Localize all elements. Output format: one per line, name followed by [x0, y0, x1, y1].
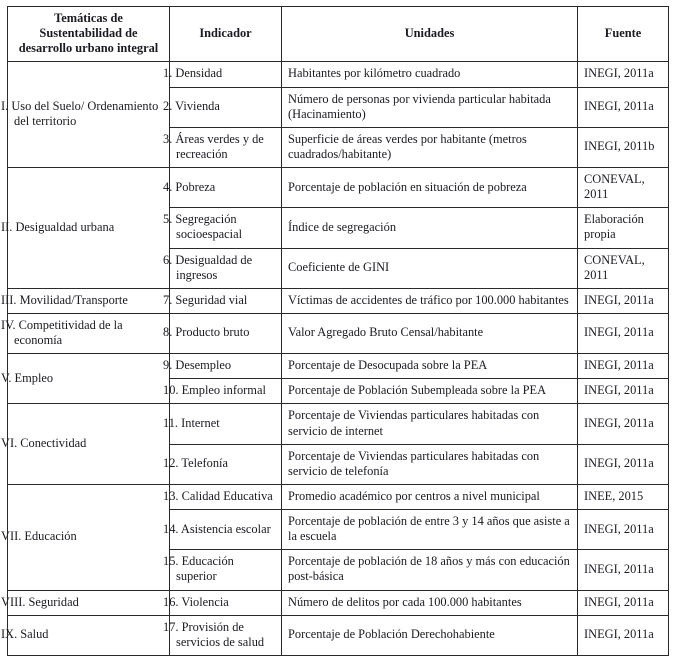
source-cell: INEGI, 2011a [578, 510, 669, 550]
table-row [8, 168, 669, 208]
theme-cell: I. Uso del Suelo/ Ordenamiento del territorio [8, 62, 170, 168]
indicator-cell: 12. Telefonía [170, 444, 282, 484]
unit-cell: Promedio académico por centros a nivel municipal [282, 484, 578, 509]
theme-cell: III. Movilidad/Transporte [8, 288, 170, 313]
table-row [8, 615, 669, 655]
indicator-cell: 7. Seguridad vial [170, 288, 282, 313]
source-cell: INEGI, 2011a [578, 313, 669, 353]
theme-cell: II. Desigualdad urbana [8, 168, 170, 289]
unit-cell: Porcentaje de población en situación de pobreza [282, 168, 578, 208]
column-header-unidades: Unidades [282, 7, 578, 62]
theme-cell: VII. Educación [8, 484, 170, 590]
theme-cell: IX. Salud [8, 615, 170, 655]
source-cell: INEGI, 2011a [578, 354, 669, 379]
indicator-cell: 15. Educación superior [170, 550, 282, 590]
table-row [8, 62, 669, 87]
indicator-cell: 10. Empleo informal [170, 379, 282, 404]
indicators-table [1, 6, 669, 656]
source-cell: INEGI, 2011a [578, 444, 669, 484]
unit-cell: Víctimas de accidentes de tráfico por 100.000 habitantes [282, 288, 578, 313]
indicator-cell: 2. Vivienda [170, 87, 282, 127]
theme-cell: V. Empleo [8, 354, 170, 404]
indicator-cell: 1. Densidad [170, 62, 282, 87]
source-cell: INEGI, 2011a [578, 288, 669, 313]
unit-cell: Porcentaje de Desocupada sobre la PEA [282, 354, 578, 379]
table-row [8, 288, 669, 313]
unit-cell: Índice de segregación [282, 208, 578, 248]
source-cell: INEGI, 2011a [578, 590, 669, 615]
source-cell: INEGI, 2011a [578, 615, 669, 655]
source-cell: CONEVAL, 2011 [578, 168, 669, 208]
unit-cell: Porcentaje de Población Derechohabiente [282, 615, 578, 655]
indicator-cell: 9. Desempleo [170, 354, 282, 379]
table-row [8, 313, 669, 353]
indicator-cell: 14. Asistencia escolar [170, 510, 282, 550]
indicator-cell: 8. Producto bruto [170, 313, 282, 353]
unit-cell: Habitantes por kilómetro cuadrado [282, 62, 578, 87]
source-cell: INEE, 2015 [578, 484, 669, 509]
table-body [1, 62, 669, 656]
indicator-cell: 4. Pobreza [170, 168, 282, 208]
table-header [8, 7, 669, 62]
source-cell: INEGI, 2011a [578, 379, 669, 404]
header-row [8, 7, 669, 62]
unit-cell: Coeficiente de GINI [282, 248, 578, 288]
source-cell: Elaboración propia [578, 208, 669, 248]
unit-cell: Porcentaje de Población Subempleada sobre la PEA [282, 379, 578, 404]
source-cell: INEGI, 2011a [578, 404, 669, 444]
theme-cell: IV. Competitividad de la economía [8, 313, 170, 353]
source-cell: INEGI, 2011a [578, 550, 669, 590]
unit-cell: Número de delitos por cada 100.000 habitantes [282, 590, 578, 615]
unit-cell: Superficie de áreas verdes por habitante (metros cuadrados/habitante) [282, 127, 578, 167]
unit-cell: Porcentaje de Viviendas particulares habitadas con servicio de telefonía [282, 444, 578, 484]
unit-cell: Número de personas por vivienda particular habitada (Hacinamiento) [282, 87, 578, 127]
indicator-cell: 17. Provisión de servicios de salud [170, 615, 282, 655]
theme-cell: VIII. Seguridad [8, 590, 170, 615]
table-row [8, 484, 669, 509]
indicator-cell: 6. Desigualdad de ingresos [170, 248, 282, 288]
table-row [8, 354, 669, 379]
table-sheet [1, 6, 668, 656]
unit-cell: Valor Agregado Bruto Censal/habitante [282, 313, 578, 353]
column-header-fuente: Fuente [578, 7, 669, 62]
indicator-cell: 11. Internet [170, 404, 282, 444]
source-cell: CONEVAL, 2011 [578, 248, 669, 288]
table-row [8, 404, 669, 444]
theme-cell: VI. Conectividad [8, 404, 170, 485]
column-header-indicador: Indicador [170, 7, 282, 62]
indicator-cell: 5. Segregación socioespacial [170, 208, 282, 248]
indicator-cell: 13. Calidad Educativa [170, 484, 282, 509]
column-header-tematicas: Temáticas de Sustentabilidad de desarrollo urbano integral [8, 7, 170, 62]
table-row [8, 590, 669, 615]
source-cell: INEGI, 2011a [578, 62, 669, 87]
unit-cell: Porcentaje de población de entre 3 y 14 años que asiste a la escuela [282, 510, 578, 550]
unit-cell: Porcentaje de Viviendas particulares habitadas con servicio de internet [282, 404, 578, 444]
unit-cell: Porcentaje de población de 18 años y más con educación post-básica [282, 550, 578, 590]
indicator-cell: 16. Violencia [170, 590, 282, 615]
source-cell: INEGI, 2011a [578, 87, 669, 127]
source-cell: INEGI, 2011b [578, 127, 669, 167]
indicator-cell: 3. Áreas verdes y de recreación [170, 127, 282, 167]
